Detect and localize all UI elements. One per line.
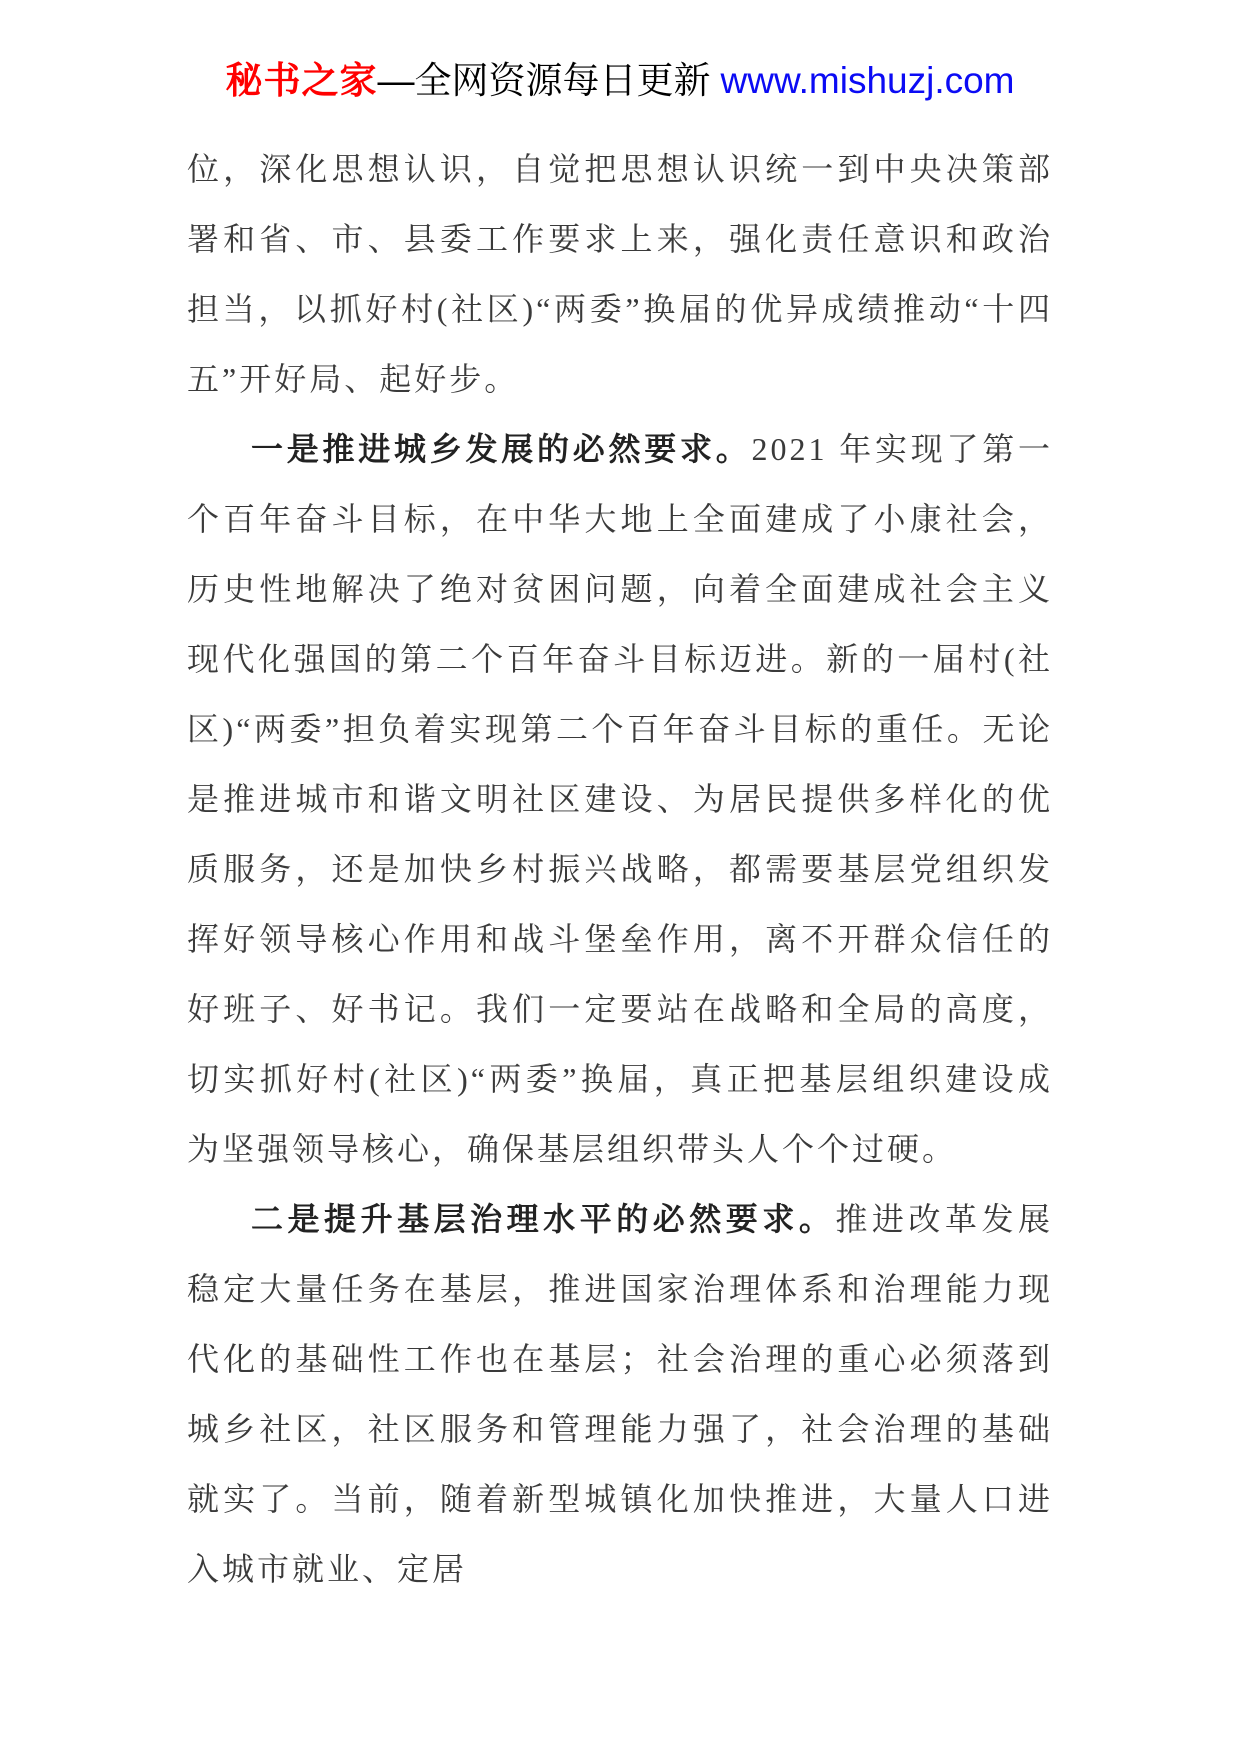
paragraph-text: 推进改革发展稳定大量任务在基层，推进国家治理体系和治理能力现代化的基础性工作也在基层；社会治理的重心必须落到城乡社区，社区服务和管理能力强了，社会治理的基础就实了。当前，随着新型城镇化加快推进，大量人口进入城市就业、定居 [187, 1201, 1053, 1587]
body-paragraph [187, 134, 1053, 414]
body-paragraph [187, 414, 1053, 1184]
body-paragraph [187, 1184, 1053, 1604]
site-brand: 秘书之家 [225, 60, 378, 101]
paragraph-lead-bold: 一是推进城乡发展的必然要求。 [251, 431, 752, 467]
site-url-link[interactable]: www.mishuzj.com [720, 60, 1015, 101]
paragraph-lead-bold: 二是提升基层治理水平的必然要求。 [251, 1201, 836, 1237]
site-header [0, 58, 1240, 104]
paragraph-text: 2021 年实现了第一个百年奋斗目标，在中华大地上全面建成了小康社会，历史性地解决了绝对贫困问题，向着全面建成社会主义现代化强国的第二个百年奋斗目标迈进。新的一届村(社区)“两委”担负着实现第二个百年奋斗目标的重任。无论是推进城市和谐文明社区建设、为居民提供多样化的优质服务，还是加快乡村振兴战略，都需要基层党组织发挥好领导核心作用和战斗堡垒作用，离不开群众信任的好班子、好书记。我们一定要站在战略和全局的高度，切实抓好村(社区)“两委”换届，真正把基层组织建设成为坚强领导核心，确保基层组织带头人个个过硬。 [187, 431, 1053, 1167]
paragraph-text: 位，深化思想认识，自觉把思想认识统一到中央决策部署和省、市、县委工作要求上来，强化责任意识和政治担当，以抓好村(社区)“两委”换届的优异成绩推动“十四五”开好局、起好步。 [187, 151, 1053, 397]
site-tagline: —全网资源每日更新 [377, 60, 711, 101]
document-body [187, 134, 1053, 1604]
